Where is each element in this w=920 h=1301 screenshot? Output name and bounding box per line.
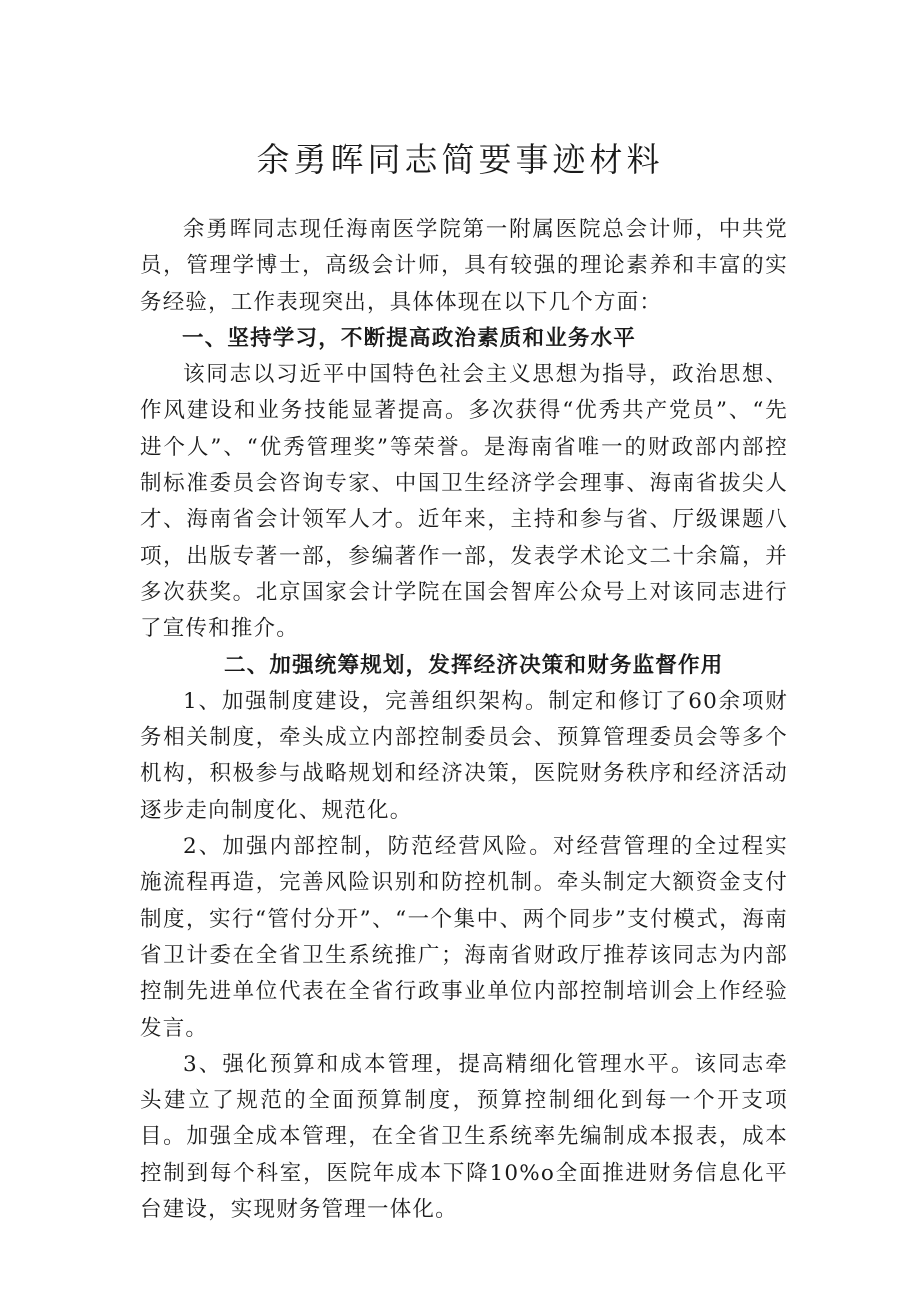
document-title: 余勇晖同志简要事迹材料 bbox=[256, 140, 664, 179]
section-2-paragraph-1: 1、加强制度建设，完善组织架构。制定和修订了60余项财务相关制度，牵头成立内部控制委员会、预算管理委员会等多个机构，积极参与战略规划和经济决策，医院财务秩序和经济活动逐步走向制度化、规范化。 bbox=[140, 688, 788, 823]
intro-paragraph: 余勇晖同志现任海南医学院第一附属医院总会计师，中共党员，管理学博士，高级会计师，具有较强的理论素养和丰富的实务经验，工作表现突出，具体体现在以下几个方面： bbox=[140, 217, 788, 315]
document-body bbox=[140, 212, 788, 1228]
section-2-paragraph-3: 3、强化预算和成本管理，提高精细化管理水平。该同志牵头建立了规范的全面预算制度，预算控制细化到每一个开支项目。加强全成本管理，在全省卫生系统率先编制成本报表，成本控制到每个科室，医院年成本下降10%o全面推进财务信息化平台建设，实现财务管理一体化。 bbox=[140, 1051, 788, 1223]
section-1-paragraph: 该同志以习近平中国特色社会主义思想为指导，政治思想、作风建设和业务技能显著提高。多次获得“优秀共产党员”、“先进个人”、“优秀管理奖”等荣誉。是海南省唯一的财政部内部控制标准委员会咨询专家、中国卫生经济学会理事、海南省拔尖人才、海南省会计领军人才。近年来，主持和参与省、厅级课题八项，出版专著一部，参编著作一部，发表学术论文二十余篇，并多次获奖。北京国家会计学院在国会智库公众号上对该同志进行了宣传和推介。 bbox=[140, 362, 788, 642]
section-2-paragraph-2: 2、加强内部控制，防范经营风险。对经营管理的全过程实施流程再造，完善风险识别和防控机制。牵头制定大额资金支付制度，实行“管付分开”、“一个集中、两个同步”支付模式，海南省卫计委在全省卫生系统推广；海南省财政厅推荐该同志为内部控制先进单位代表在全省行政事业单位内部控制培训会上作经验发言。 bbox=[140, 834, 788, 1041]
section-1-heading: 一、坚持学习，不断提高政治素质和业务水平 bbox=[182, 325, 637, 351]
section-2-heading: 二、加强统筹规划，发挥经济决策和财务监督作用 bbox=[224, 652, 724, 678]
